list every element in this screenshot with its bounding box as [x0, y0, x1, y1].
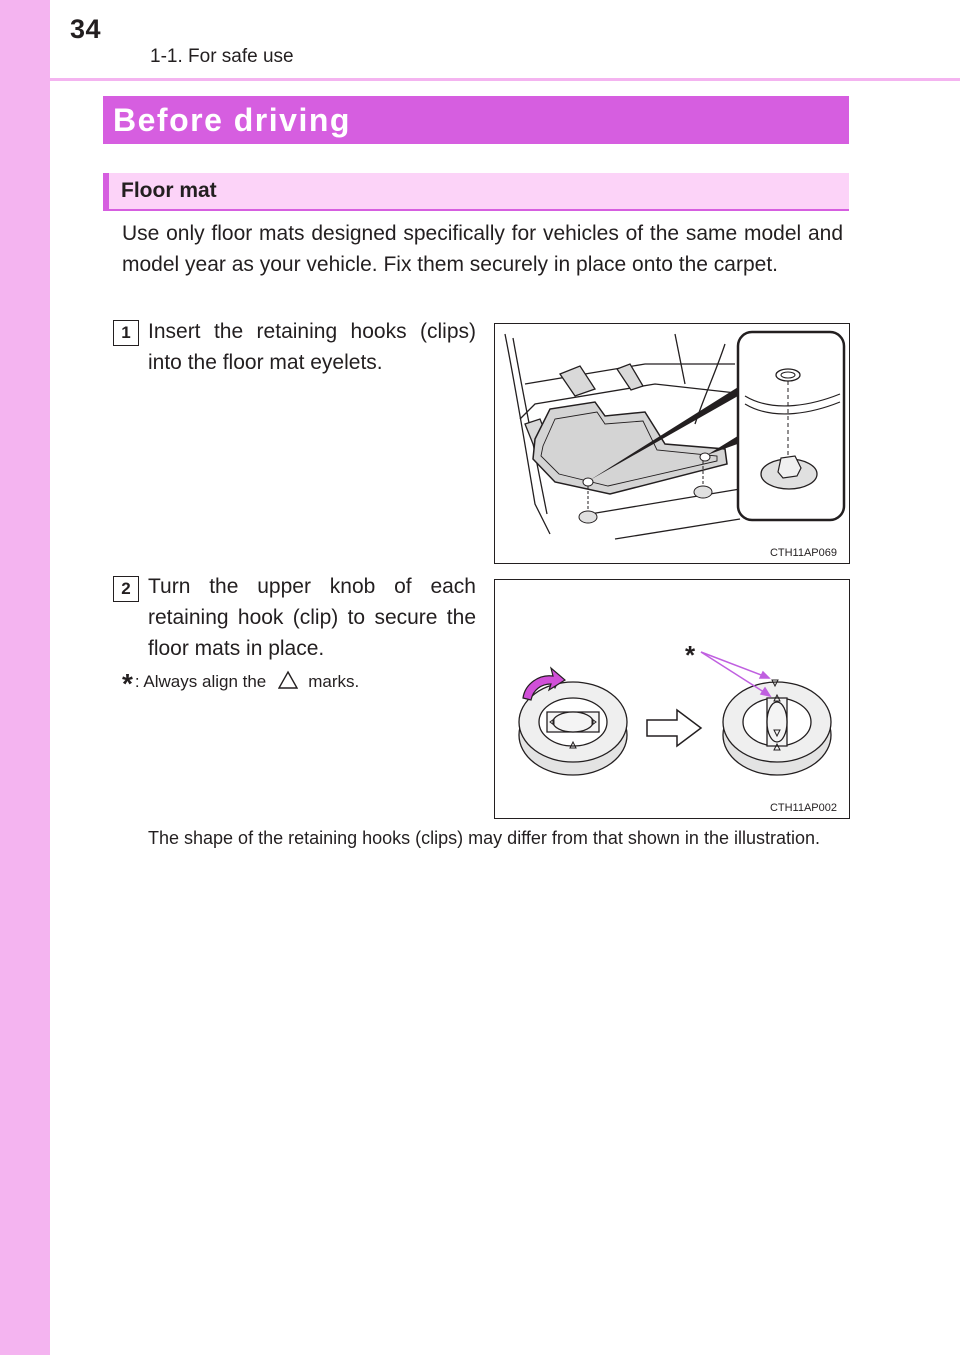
note-suffix: marks. [308, 672, 360, 691]
step-1-text: Insert the retaining hooks (clips) into the floor mat eyelets. [148, 320, 476, 374]
side-color-band [0, 0, 50, 1355]
step-1-number: 1 [113, 320, 139, 346]
clip-rotation-illustration [495, 580, 848, 817]
figure-code: CTH11AP002 [769, 802, 837, 814]
figure-floor-mat-hooks [494, 323, 850, 564]
subsection-accent [103, 173, 109, 211]
section-title: Before driving [113, 102, 351, 138]
chapter-title: 1-1. For safe use [150, 46, 294, 67]
note-prefix: : Always align the [134, 672, 267, 691]
subsection-header-bar [103, 173, 849, 211]
footnote: The shape of the retaining hooks (clips) may differ from that shown in the illustration. [148, 828, 821, 848]
page-header [50, 0, 960, 81]
align-note [122, 668, 359, 700]
floor-mat-illustration [495, 324, 848, 562]
step-2-number: 2 [113, 576, 139, 602]
figure-code: CTH11AP069 [769, 547, 837, 559]
section-header-bar [103, 96, 849, 144]
intro-paragraph: Use only floor mats designed specifically for vehicles of the same model and model year as your vehicle. Fix them securely in place onto the carpet. [122, 222, 843, 276]
page-number: 34 [70, 14, 102, 44]
subsection-title: Floor mat [121, 179, 217, 202]
figure-clip-rotation [494, 579, 850, 819]
note-asterisk: * [122, 668, 133, 699]
figure-asterisk: * [685, 640, 696, 670]
triangle-mark-icon [278, 670, 298, 690]
step-2-text: Turn the upper knob of each retaining hook (clip) to secure the floor mats in place. [148, 575, 476, 660]
